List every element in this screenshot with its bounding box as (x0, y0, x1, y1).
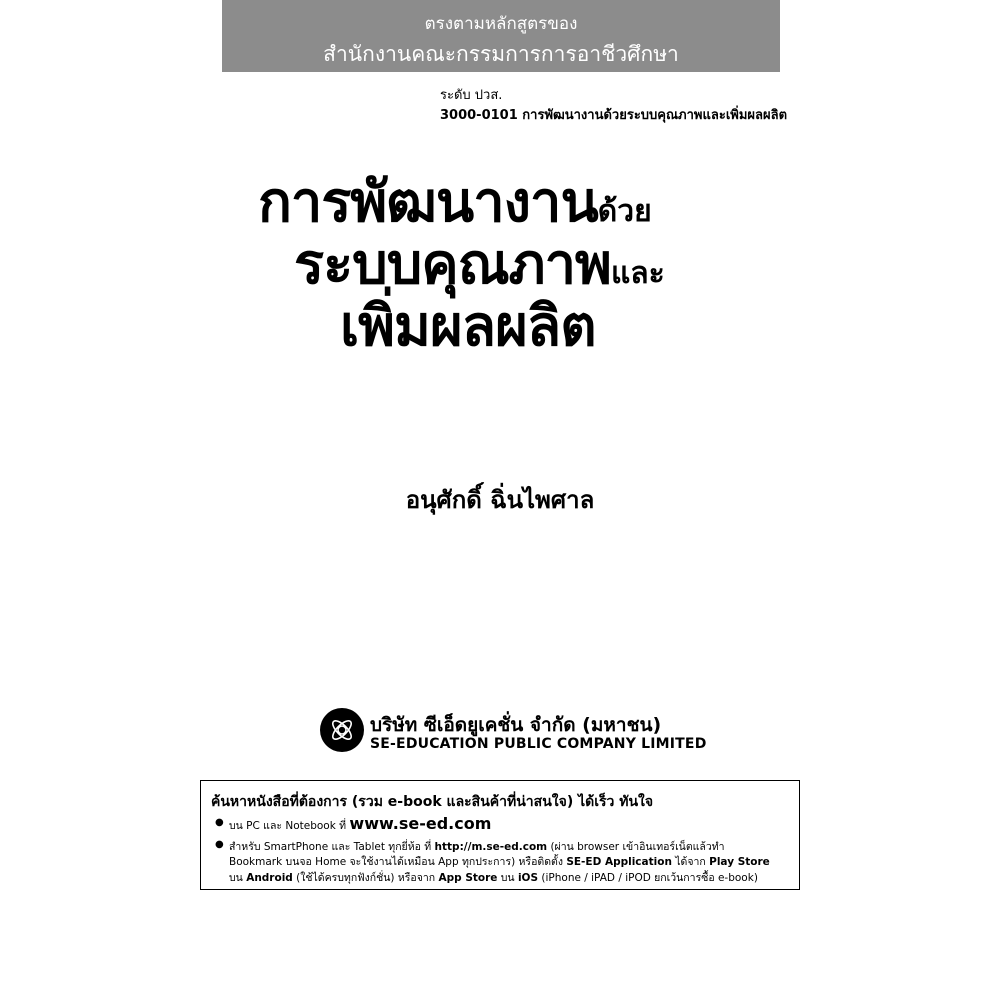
banner-line-1: ตรงตามหลักสูตรของ (424, 14, 578, 34)
se-ed-logo-icon (320, 708, 364, 752)
info-line-1: บน PC และ Notebook ที่ www.se-ed.com (229, 814, 492, 833)
bullet-icon: ● (215, 817, 224, 828)
title-line-3: เพิ่มผลผลิต (340, 294, 596, 359)
publisher-name-english: SE-EDUCATION PUBLIC COMPANY LIMITED (370, 736, 707, 752)
banner-line-2: สำนักงานคณะกรรมการการอาชีวศึกษา (323, 42, 679, 66)
title-line-2-main: ระบบคุณภาพ (294, 232, 611, 297)
search-info-box (200, 780, 800, 890)
info-line-3: Bookmark บนจอ Home จะใช้งานได้เหมือน App ทุกประการ) หรือติดตั้ง SE-ED Application ได้จาก Play Store (229, 856, 770, 868)
level-label: ระดับ ปวส. (440, 88, 503, 103)
mobile-website-link[interactable]: http://m.se-ed.com (434, 841, 548, 853)
title-line-2-suffix: และ (610, 256, 665, 291)
info-line-2: สำหรับ SmartPhone และ Tablet ทุกยี่ห้อ ที่ http://m.se-ed.com (ผ่าน browser เข้าอินเทอร์เน็ตแล้วทำ (229, 841, 725, 853)
curriculum-banner (222, 0, 780, 72)
info-line-4: บน Android (ใช้ได้ครบทุกฟังก์ชั่น) หรือจาก App Store บน iOS (iPhone / iPAD / iPOD ยกเว้นการซื้อ e-book) (229, 872, 758, 884)
title-line-1-suffix: ด้วย (597, 194, 652, 229)
bullet-icon: ● (215, 839, 224, 850)
course-code-title: 3000-0101 การพัฒนางานด้วยระบบคุณภาพและเพิ่มผลผลิต (440, 108, 788, 123)
info-heading: ค้นหาหนังสือที่ต้องการ (รวม e-book และสินค้าที่น่าสนใจ) ได้เร็ว ทันใจ (211, 794, 654, 810)
author-name: อนุศักดิ์ ฉิ่นไพศาล (405, 486, 595, 514)
publisher-name-thai: บริษัท ซีเอ็ดยูเคชั่น จำกัด (มหาชน) (370, 714, 662, 736)
title-line-1-main: การพัฒนางาน (258, 170, 598, 235)
website-link[interactable]: www.se-ed.com (349, 814, 492, 833)
